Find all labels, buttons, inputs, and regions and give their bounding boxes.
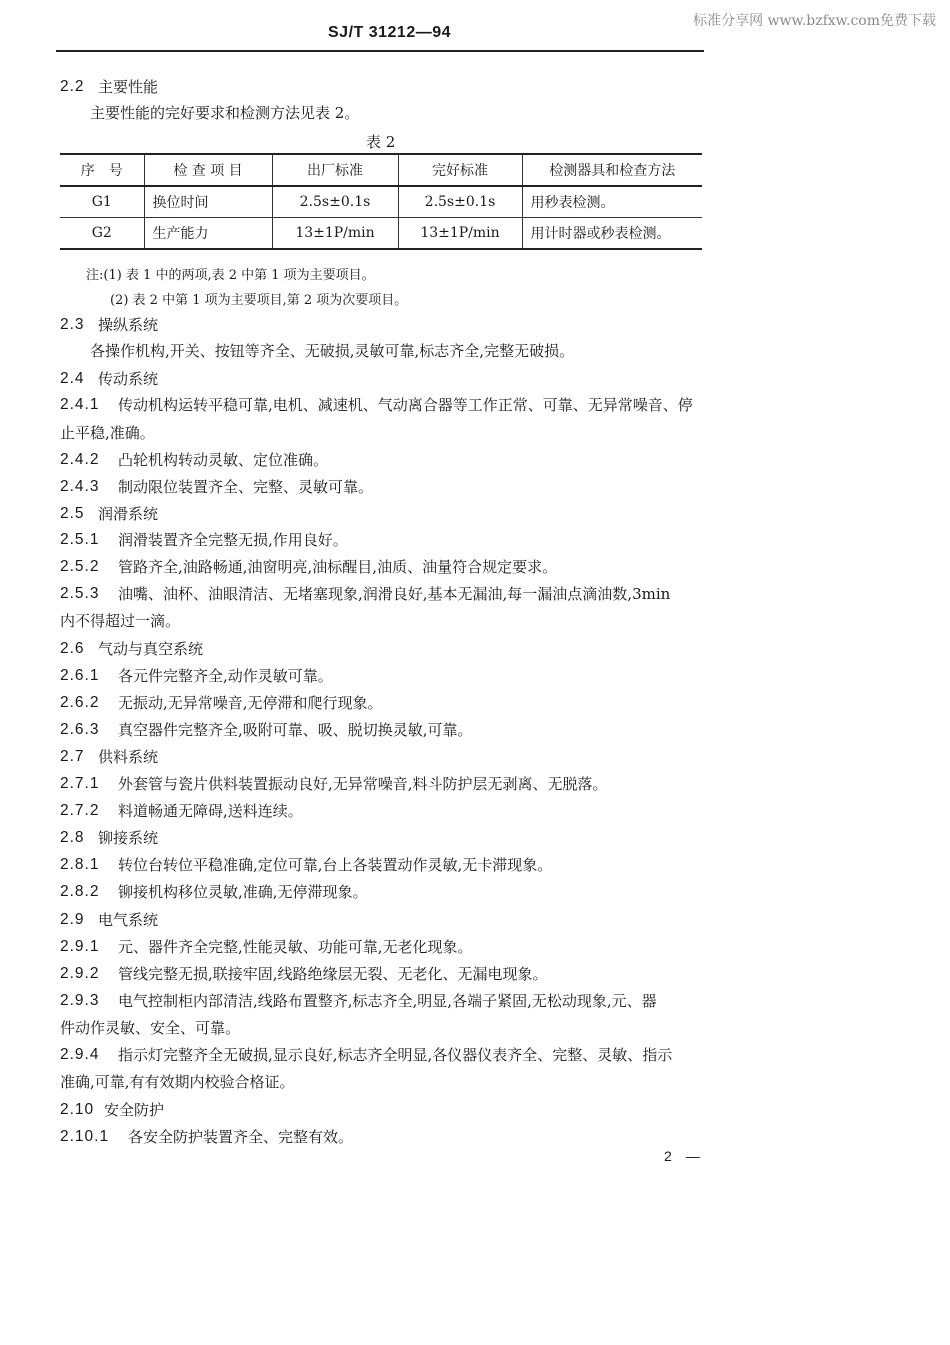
watermark-text: 标准分享网 www.bzfxw.com免费下载 (693, 13, 936, 29)
document-code: SJ/T 31212—94 (328, 24, 452, 41)
section-title: 气动与真空系统 (98, 640, 204, 658)
clause-number: 2.4.3 (60, 478, 100, 495)
clause-text: 外套管与瓷片供料装置振动良好,无异常噪音,料斗防护层无剥离、无脱落。 (118, 775, 608, 793)
section-number: 2.6 (60, 640, 85, 657)
table-cell: 13±1P/min (272, 218, 398, 250)
clause-number: 2.8.1 (60, 856, 100, 873)
section-title: 铆接系统 (98, 829, 159, 847)
section-number: 2.4 (60, 370, 85, 387)
clause-number: 2.9.2 (60, 965, 100, 982)
table-cell: 生产能力 (144, 218, 272, 250)
section-title: 主要性能 (98, 78, 159, 96)
table-cell: 换位时间 (144, 186, 272, 218)
clause-number: 2.4.2 (60, 451, 100, 468)
section-number: 2.10 (60, 1101, 95, 1118)
section-title: 安全防护 (104, 1101, 165, 1119)
table-cell: G1 (60, 186, 144, 218)
section-2-2-intro: 主要性能的完好要求和检测方法见表 2。 (90, 104, 360, 122)
clause-text: 制动限位装置齐全、完整、灵敏可靠。 (118, 478, 374, 496)
clause-2-9-3-cont: 件动作灵敏、安全、可靠。 (60, 1019, 241, 1037)
page-number: 2 — (664, 1148, 700, 1164)
section-title: 电气系统 (98, 911, 159, 929)
table-cell: 2.5s±0.1s (272, 186, 398, 218)
clause-text: 润滑装置齐全完整无损,作用良好。 (118, 531, 348, 549)
table-caption: 表 2 (366, 133, 396, 151)
clause-number: 2.6.2 (60, 694, 100, 711)
col-header-method: 检测器具和检查方法 (522, 154, 702, 186)
table-row (60, 186, 702, 218)
section-title: 操纵系统 (98, 316, 159, 334)
section-number: 2.7 (60, 748, 85, 765)
clause-text: 料道畅通无障碍,送料连续。 (118, 802, 303, 820)
clause-text: 各元件完整齐全,动作灵敏可靠。 (118, 667, 333, 685)
table-cell: 用计时器或秒表检测。 (522, 218, 702, 250)
clause-number: 2.5.2 (60, 558, 100, 575)
col-header-item: 检 查 项 目 (144, 154, 272, 186)
clause-number: 2.8.2 (60, 883, 100, 900)
table-cell: 用秒表检测。 (522, 186, 702, 218)
section-title: 润滑系统 (98, 505, 159, 523)
clause-number: 2.5.1 (60, 531, 100, 548)
clause-text: 元、器件齐全完整,性能灵敏、功能可靠,无老化现象。 (118, 938, 473, 956)
clause-2-5-3-cont: 内不得超过一滴。 (60, 612, 181, 630)
clause-text: 各安全防护装置齐全、完整有效。 (128, 1128, 354, 1146)
clause-text: 油嘴、油杯、油眼清洁、无堵塞现象,润滑良好,基本无漏油,每一漏油点滴油数,3min (118, 585, 671, 603)
section-title: 供料系统 (98, 748, 159, 766)
performance-table (60, 153, 702, 250)
clause-number: 2.10.1 (60, 1128, 110, 1145)
table-cell: 2.5s±0.1s (398, 186, 522, 218)
col-header-no: 序 号 (60, 154, 144, 186)
clause-text: 真空器件完整齐全,吸附可靠、吸、脱切换灵敏,可靠。 (118, 721, 473, 739)
clause-number: 2.6.3 (60, 721, 100, 738)
header-rule (56, 50, 704, 52)
clause-text: 无振动,无异常噪音,无停滞和爬行现象。 (118, 694, 383, 712)
clause-text: 管路齐全,油路畅通,油窗明亮,油标醒目,油质、油量符合规定要求。 (118, 558, 558, 576)
col-header-factory-std: 出厂标准 (272, 154, 398, 186)
clause-number: 2.7.2 (60, 802, 100, 819)
section-number: 2.9 (60, 911, 85, 928)
table-cell: G2 (60, 218, 144, 250)
clause-text: 管线完整无损,联接牢固,线路绝缘层无裂、无老化、无漏电现象。 (118, 965, 548, 983)
section-number: 2.3 (60, 316, 85, 333)
clause-number: 2.9.1 (60, 938, 100, 955)
col-header-intact-std: 完好标准 (398, 154, 522, 186)
clause-number: 2.7.1 (60, 775, 100, 792)
section-number: 2.2 (60, 78, 85, 95)
table-note-1: 注:(1) 表 1 中的两项,表 2 中第 1 项为主要项目。 (86, 268, 375, 283)
clause-text: 凸轮机构转动灵敏、定位准确。 (118, 451, 329, 469)
clause-number: 2.9.4 (60, 1046, 100, 1063)
clause-text: 铆接机构移位灵敏,准确,无停滞现象。 (118, 883, 368, 901)
clause-text: 指示灯完整齐全无破损,显示良好,标志齐全明显,各仪器仪表齐全、完整、灵敏、指示 (118, 1046, 673, 1064)
section-2-3-text: 各操作机构,开关、按钮等齐全、无破损,灵敏可靠,标志齐全,完整无破损。 (90, 342, 575, 360)
clause-2-4-1-cont: 止平稳,准确。 (60, 424, 155, 442)
section-number: 2.8 (60, 829, 85, 846)
clause-2-9-4-cont: 准确,可靠,有有效期内校验合格证。 (60, 1073, 295, 1091)
clause-text: 转位台转位平稳准确,定位可靠,台上各装置动作灵敏,无卡滞现象。 (118, 856, 553, 874)
table-header-row (60, 154, 702, 186)
section-number: 2.5 (60, 505, 85, 522)
table-row (60, 218, 702, 250)
clause-number: 2.4.1 (60, 396, 100, 413)
clause-number: 2.6.1 (60, 667, 100, 684)
table-note-2: (2) 表 2 中第 1 项为主要项目,第 2 项为次要项目。 (110, 293, 408, 308)
table-cell: 13±1P/min (398, 218, 522, 250)
clause-text: 电气控制柜内部清洁,线路布置整齐,标志齐全,明显,各端子紧固,无松动现象,元、器 (118, 992, 657, 1010)
clause-number: 2.9.3 (60, 992, 100, 1009)
clause-text: 传动机构运转平稳可靠,电机、减速机、气动离合器等工作正常、可靠、无异常噪音、停 (118, 396, 693, 414)
clause-number: 2.5.3 (60, 585, 100, 602)
section-title: 传动系统 (98, 370, 159, 388)
